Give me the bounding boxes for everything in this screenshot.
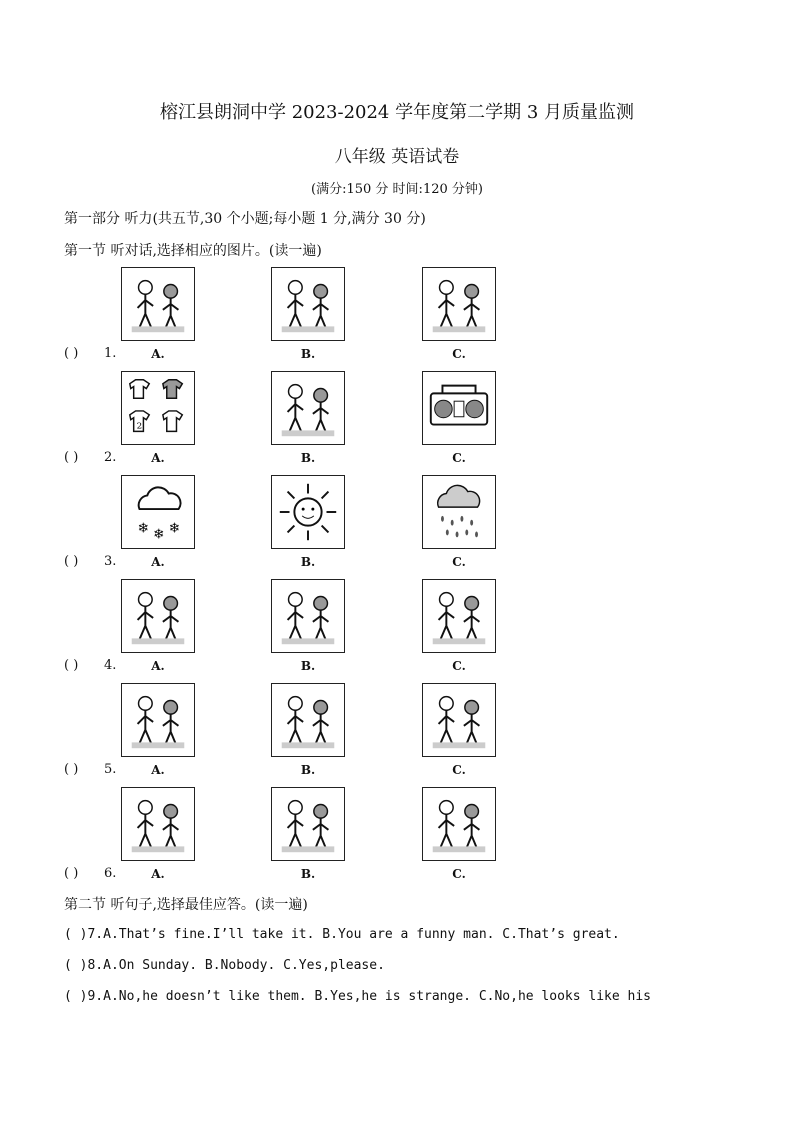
option-label: B. bbox=[300, 555, 316, 569]
boy-girl-wheelchair-icon bbox=[271, 787, 345, 861]
girl-throwing-icon bbox=[271, 579, 345, 653]
question-number: 4. bbox=[104, 658, 117, 673]
page-title: 榕江县朗洞中学 2023-2024 学年度第二学期 3 月质量监测 bbox=[159, 102, 635, 123]
option-label: A. bbox=[151, 867, 165, 881]
option-label: C. bbox=[452, 555, 466, 569]
kids-planting-icon bbox=[271, 683, 345, 757]
sun-icon bbox=[271, 475, 345, 549]
answer-blank[interactable]: ( ) bbox=[64, 658, 79, 673]
question-number: 3. bbox=[104, 554, 117, 569]
question-text: 8.A.On Sunday. B.Nobody. C.Yes,please. bbox=[87, 958, 385, 973]
helping-wheelchair-icon bbox=[422, 683, 496, 757]
option-label: A. bbox=[151, 347, 165, 361]
volunteers-helping-old-man-icon bbox=[121, 267, 195, 341]
walking-dog-icon bbox=[422, 579, 496, 653]
svg-text:❄: ❄ bbox=[153, 526, 165, 543]
man-pushing-wheelchair-icon bbox=[121, 787, 195, 861]
answer-blank[interactable]: ( ) bbox=[64, 927, 88, 942]
answer-blank[interactable]: ( ) bbox=[64, 450, 79, 465]
question-text: 9.A.No,he doesn’t like them. B.Yes,he is strange. C.No,he looks like his bbox=[87, 989, 652, 1004]
option-label: C. bbox=[452, 867, 466, 881]
kids-cleaning-icon bbox=[271, 267, 345, 341]
svg-text:❄: ❄ bbox=[137, 520, 149, 537]
option-label: B. bbox=[300, 451, 316, 465]
option-label: B. bbox=[300, 867, 316, 881]
svg-text:❄: ❄ bbox=[168, 520, 181, 537]
answer-blank[interactable]: ( ) bbox=[64, 989, 88, 1004]
question-8 bbox=[64, 958, 385, 973]
svg-text:2: 2 bbox=[136, 421, 143, 432]
snow-cloud-icon bbox=[121, 475, 195, 549]
option-label: B. bbox=[300, 763, 316, 777]
option-label: B. bbox=[300, 347, 316, 361]
answer-blank[interactable]: ( ) bbox=[64, 866, 79, 881]
answer-blank[interactable]: ( ) bbox=[64, 346, 79, 361]
question-7 bbox=[64, 927, 620, 942]
question-number: 1. bbox=[104, 346, 117, 361]
people-cleaning-icon bbox=[121, 683, 195, 757]
question-number: 6. bbox=[104, 866, 117, 881]
option-label: C. bbox=[452, 451, 466, 465]
girl-painting-icon bbox=[121, 579, 195, 653]
part1-heading: 第一部分 听力(共五节,30 个小题;每小题 1 分,满分 30 分) bbox=[64, 211, 426, 227]
page-subtitle: 八年级 英语试卷 bbox=[334, 147, 460, 167]
option-label: A. bbox=[151, 659, 165, 673]
option-label: A. bbox=[151, 555, 165, 569]
question-number: 5. bbox=[104, 762, 117, 777]
question-number: 2. bbox=[104, 450, 117, 465]
answer-blank[interactable]: ( ) bbox=[64, 762, 79, 777]
option-label: C. bbox=[452, 659, 466, 673]
option-label: B. bbox=[300, 659, 316, 673]
toys-box-icon bbox=[271, 371, 345, 445]
rain-cloud-icon bbox=[422, 475, 496, 549]
section2-heading: 第二节 听句子,选择最佳应答。(读一遍) bbox=[64, 897, 308, 913]
clothes-icon bbox=[121, 371, 195, 445]
question-9 bbox=[64, 989, 651, 1004]
option-label: C. bbox=[452, 347, 466, 361]
radio-icon bbox=[422, 371, 496, 445]
answer-blank[interactable]: ( ) bbox=[64, 958, 88, 973]
boy-sweeping-icon bbox=[422, 787, 496, 861]
answer-blank[interactable]: ( ) bbox=[64, 554, 79, 569]
exam-meta: (满分:150 分 时间:120 分钟) bbox=[311, 182, 483, 197]
option-label: C. bbox=[452, 763, 466, 777]
option-label: A. bbox=[151, 451, 165, 465]
section1-heading: 第一节 听对话,选择相应的图片。(读一遍) bbox=[64, 243, 322, 259]
question-text: 7.A.That’s fine.I’ll take it. B.You are a funny man. C.That’s great. bbox=[87, 927, 620, 942]
option-label: A. bbox=[151, 763, 165, 777]
kids-planting-trees-icon bbox=[422, 267, 496, 341]
